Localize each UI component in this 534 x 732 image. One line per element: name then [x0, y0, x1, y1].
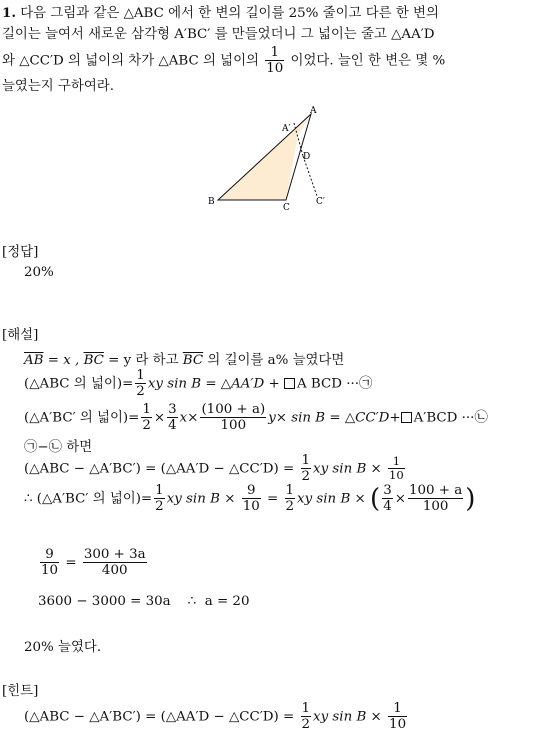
frac-den: 2 — [136, 384, 145, 400]
frac-nine-tenths — [242, 484, 261, 514]
frac-num: 100 + a — [408, 483, 463, 498]
hint-heading: [힌트] — [2, 684, 39, 699]
frac-num: 1 — [301, 701, 311, 716]
frac-num: 1 — [388, 702, 407, 717]
frac-den: 2 — [285, 499, 295, 515]
solution-heading: [해설] — [2, 328, 39, 343]
frac-half — [285, 484, 296, 514]
problem-line-4-text: 늘였는지 구하여라. — [2, 79, 114, 94]
frac-nine-tenths — [40, 548, 59, 578]
solution-line-6 — [24, 484, 475, 514]
label-b: B — [208, 197, 215, 207]
equals-sign: = — [267, 491, 279, 507]
segment-bc: $\overline{BC}$ — [83, 353, 104, 368]
sol-l3-e: A′BCD ··· — [413, 410, 475, 426]
sol-l2-b: xy sin B = △AA′D + — [147, 376, 284, 392]
frac-num: 1 — [155, 483, 164, 498]
sol-l6-d: xy sin B × — [297, 491, 366, 507]
solution-line-7 — [38, 548, 149, 578]
frac-den: 4 — [168, 418, 177, 434]
frac-100a — [200, 403, 266, 433]
circled-marker-2: ㉡ — [474, 410, 488, 426]
sol-l3-c: y× sin B = △CC′D+ — [268, 410, 401, 426]
hint-line-1 — [24, 702, 409, 732]
problem-line-2-text: 길이는 늘여서 새로운 삼각형 A′BC′ 를 만들었더니 그 넓이는 줄고 △AA′D — [2, 27, 435, 42]
frac-one-tenth — [388, 453, 405, 483]
frac-den: 100 — [422, 499, 449, 515]
frac-one-tenth — [388, 702, 407, 732]
frac-half — [141, 403, 152, 433]
hint-a: (△ABC − △A′BC′) = (△AA′D − △CC′D) = — [24, 709, 295, 725]
sol-l1-b: = y 라 하고 — [103, 353, 183, 368]
problem-line-1-text: 다음 그림과 같은 △ABC 에서 한 변의 길이를 25% 줄이고 다른 한 변의 — [20, 6, 439, 21]
label-a-prime: A′ — [282, 124, 291, 134]
segment-ab: $\overline{AB}$ — [24, 353, 44, 368]
frac-half — [301, 454, 312, 484]
sol-l5-a: (△ABC − △A′BC′) = (△AA′D − △CC′D) = — [24, 461, 295, 477]
solution-line-9: 20% 늘였다. — [24, 640, 102, 655]
frac-den: 2 — [301, 469, 311, 485]
frac-num: 1 — [285, 483, 295, 498]
sol-l1-c: 의 길이를 a% 늘였다면 — [203, 353, 345, 368]
solution-line-1 — [24, 349, 344, 368]
sol-l1-a: = x , — [43, 353, 84, 368]
frac-num: 3 — [168, 402, 177, 417]
frac-den: 2 — [301, 717, 311, 732]
problem-line-3b: 이었다. 늘인 한 변은 몇 % — [290, 53, 446, 69]
problem-text — [2, 2, 532, 98]
frac-num: 1 — [301, 453, 311, 468]
label-c: C — [283, 203, 290, 213]
frac-num: 300 + 3a — [83, 547, 146, 562]
equals-sign: = — [65, 555, 77, 571]
label-c-prime: C′ — [316, 197, 325, 207]
frac-half — [154, 484, 165, 514]
frac-den: 10 — [242, 499, 260, 515]
frac-100a — [408, 484, 463, 514]
frac-num: 1 — [136, 368, 145, 383]
answer-heading: [정답] — [2, 245, 39, 260]
solution-line-2 — [24, 369, 372, 399]
sol-l3-a: (△A′BC′ 의 넓이)= — [24, 410, 140, 426]
circled-marker-1: ㉠ — [359, 376, 373, 392]
sol-l3-b: x× — [179, 410, 199, 426]
frac-den: 100 — [220, 418, 247, 434]
label-d: D — [303, 152, 311, 162]
label-a: A — [310, 106, 317, 116]
sol-l2-a: (△ABC 의 넓이)= — [24, 376, 134, 392]
problem-line-3 — [2, 46, 532, 76]
square-icon — [401, 412, 412, 423]
frac-den: 10 — [389, 717, 407, 732]
solution-line-8: 3600 − 3000 = 30a ∴ a = 20 — [38, 594, 250, 609]
frac-den: 400 — [101, 563, 128, 579]
left-paren: ( — [370, 483, 381, 514]
sol-l2-c: A BCD ··· — [296, 376, 359, 392]
frac-three-quarters — [382, 484, 393, 514]
problem-line-1 — [2, 2, 532, 24]
problem-line-3a: 와 △CC′D 의 넓이의 차가 △ABC 의 넓이의 — [2, 53, 259, 69]
sol-l5-b: xy sin B × — [313, 461, 382, 477]
solution-line-4: ㉠−㉡ 하면 — [24, 440, 93, 455]
frac-num: 9 — [40, 548, 59, 563]
segment-bc-2: $\overline{BC}$ — [182, 353, 204, 368]
times-sign: × — [153, 410, 166, 426]
triangle-figure — [200, 104, 340, 216]
frac-den: 2 — [155, 499, 164, 515]
solution-line-5 — [24, 454, 407, 484]
right-paren: ) — [465, 483, 476, 514]
fraction-one-tenth — [265, 46, 284, 76]
frac-den: 10 — [389, 468, 404, 483]
question-number: 1. — [2, 5, 16, 21]
solution-line-3 — [24, 403, 488, 433]
frac-den: 10 — [266, 61, 284, 77]
sol-l6-a: ∴ (△A′BC′ 의 넓이)= — [24, 491, 153, 507]
frac-num: 1 — [265, 46, 284, 61]
frac-half — [135, 369, 146, 399]
frac-num: 9 — [242, 484, 261, 499]
sol-l6-b: xy sin B × — [166, 491, 236, 507]
times-sign: × — [394, 491, 406, 507]
segment-d-c-prime — [303, 156, 317, 196]
problem-line-2 — [2, 24, 532, 46]
square-icon — [284, 378, 295, 389]
answer-value: 20% — [24, 265, 54, 280]
frac-den: 10 — [41, 563, 59, 579]
frac-300-3a — [83, 548, 147, 578]
frac-half — [301, 702, 312, 732]
frac-den: 2 — [142, 418, 151, 434]
frac-three-quarters — [167, 403, 178, 433]
frac-den: 4 — [383, 499, 392, 515]
hint-b: xy sin B × — [313, 709, 382, 725]
frac-num: 1 — [142, 402, 151, 417]
frac-num: (100 + a) — [201, 402, 266, 417]
frac-num: 1 — [388, 456, 405, 470]
problem-line-4 — [2, 76, 532, 98]
frac-num: 3 — [383, 483, 392, 498]
